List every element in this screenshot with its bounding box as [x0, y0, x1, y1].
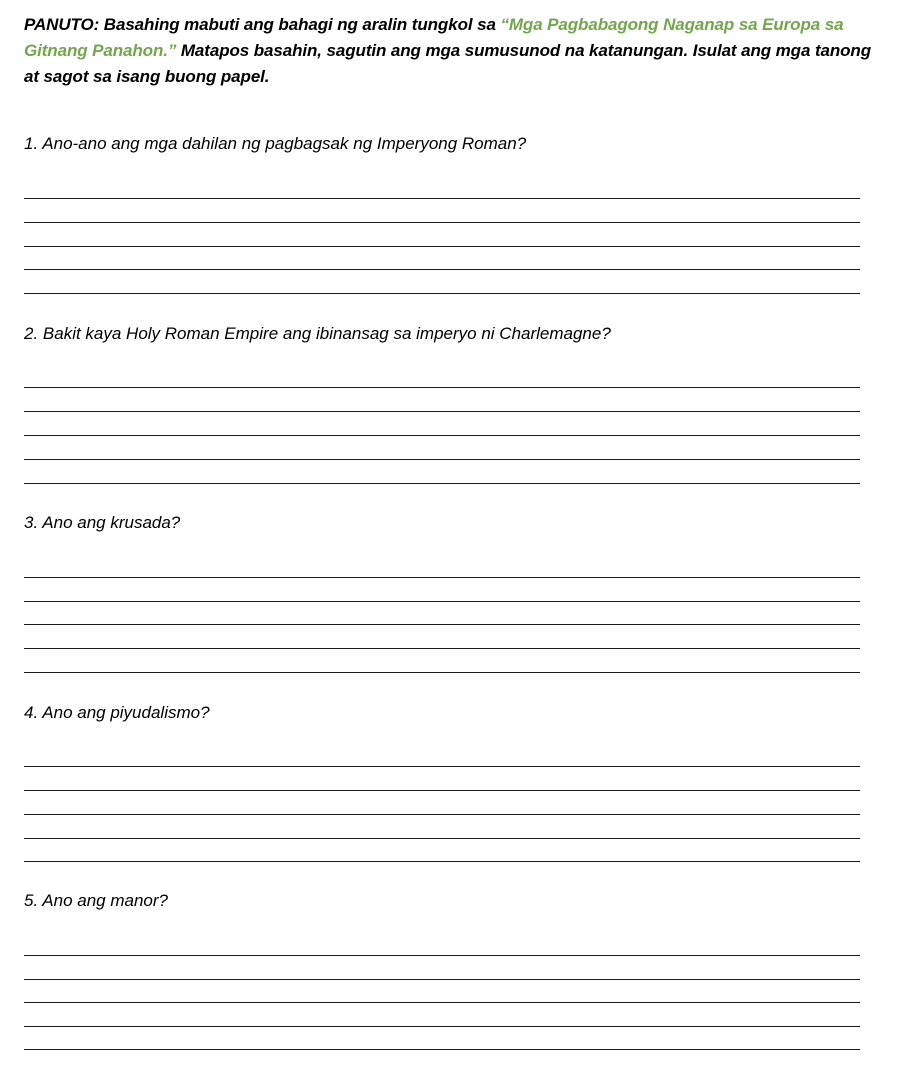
answer-line [24, 838, 860, 839]
answer-line [24, 979, 860, 980]
answer-line [24, 222, 860, 223]
answer-line [24, 198, 860, 199]
answer-line [24, 577, 860, 578]
instructions-paragraph [24, 12, 884, 90]
answer-line [24, 648, 860, 649]
question-5: 5. Ano ang manor? [24, 891, 168, 910]
answer-line [24, 672, 860, 673]
question-2: 2. Bakit kaya Holy Roman Empire ang ibinansag sa imperyo ni Charlemagne? [24, 324, 611, 343]
answer-line [24, 790, 860, 791]
answer-line [24, 387, 860, 388]
answer-line [24, 624, 860, 625]
instructions-text-before: Basahing mabuti ang bahagi ng aralin tungkol sa [99, 15, 501, 34]
answer-line [24, 814, 860, 815]
instructions-label: PANUTO: [24, 15, 100, 34]
answer-line [24, 269, 860, 270]
answer-line [24, 766, 860, 767]
answer-line [24, 1049, 860, 1050]
answer-line [24, 955, 860, 956]
answer-line [24, 435, 860, 436]
instructions-text-after: Matapos basahin, sagutin ang mga sumusunod na katanungan. Isulat ang mga tanong at sagot sa isang buong papel. [24, 41, 871, 86]
question-1: 1. Ano-ano ang mga dahilan ng pagbagsak ng Imperyong Roman? [24, 134, 527, 153]
answer-line [24, 861, 860, 862]
answer-line [24, 411, 860, 412]
question-4: 4. Ano ang piyudalismo? [24, 703, 210, 722]
answer-line [24, 1026, 860, 1027]
answer-line [24, 459, 860, 460]
answer-line [24, 246, 860, 247]
question-3: 3. Ano ang krusada? [24, 513, 181, 532]
answer-line [24, 483, 860, 484]
answer-line [24, 601, 860, 602]
answer-line [24, 293, 860, 294]
lesson-title-highlight: “Mga Pagbabagong Naganap sa Europa sa Gitnang Panahon.” [24, 15, 844, 60]
answer-line [24, 1002, 860, 1003]
